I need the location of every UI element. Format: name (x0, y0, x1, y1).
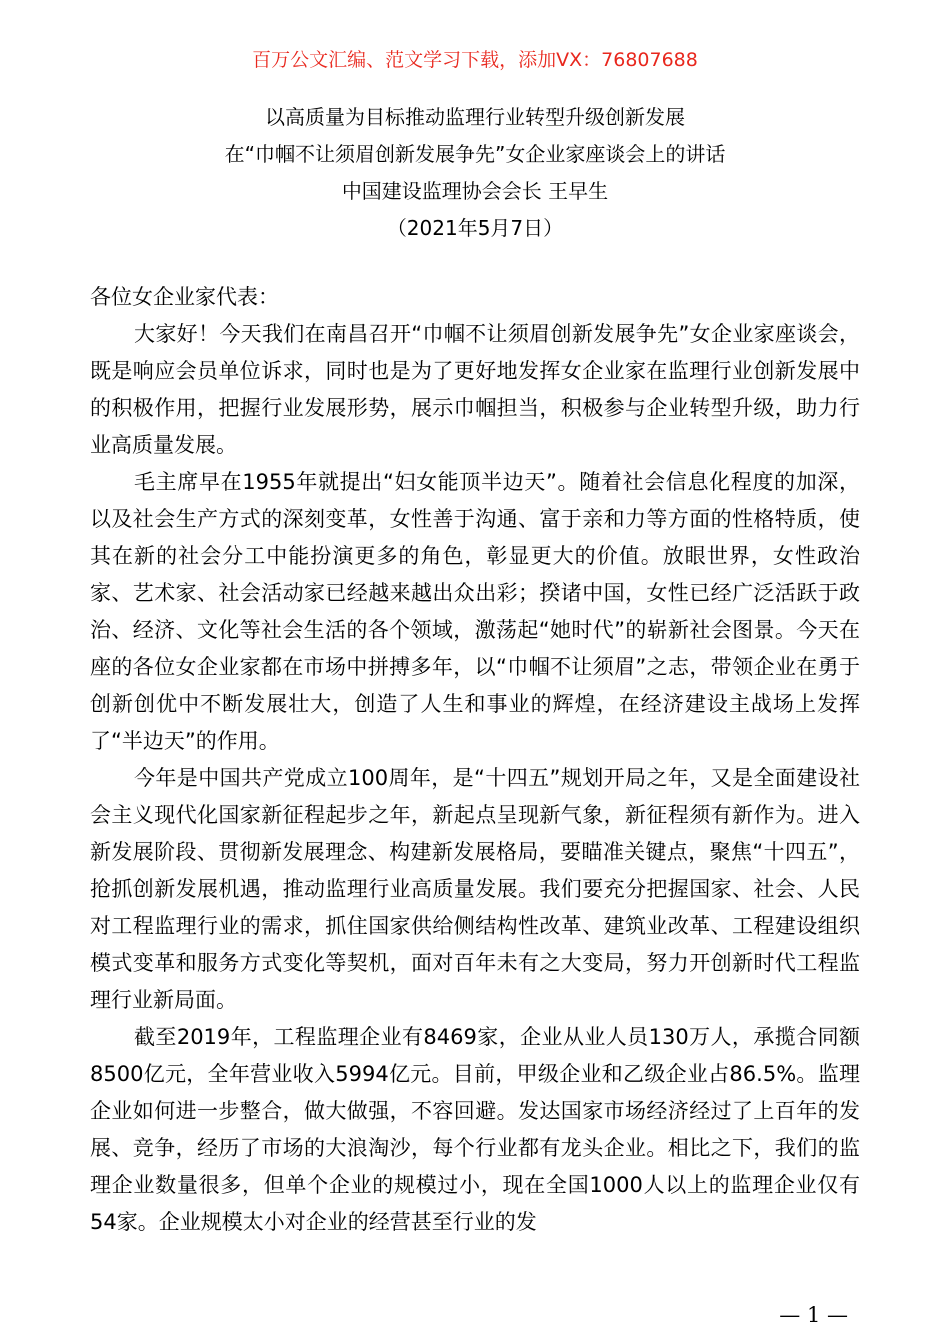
document-subtitle: 在“巾帼不让须眉创新发展争先”女企业家座谈会上的讲话 (224, 142, 726, 166)
paragraph-3: 今年是中国共产党成立100周年，是“十四五”规划开局之年，又是全面建设社会主义现代化国家新征程起步之年，新起点呈现新气象，新征程须有新作为。进入新发展阶段、贯彻新发展理念、构建新发展格局，要瞄准关键点，聚焦“十四五”，抢抓创新发展机遇，推动监理行业高质量发展。我们要充分把握国家、社会、人民对工程监理行业的需求，抓住国家供给侧结构性改革、建筑业改革、工程建设组织模式变革和服务方式变化等契机，面对百年未有之大变局，努力开创新时代工程监理行业新局面。 (90, 766, 860, 1012)
salutation: 各位女企业家代表： (90, 285, 279, 309)
document-date: （2021年5月7日） (386, 216, 564, 240)
watermark-text: 百万公文汇编、范文学习下载，添加VX：76807688 (252, 49, 698, 71)
document-title: 以高质量为目标推动监理行业转型升级创新发展 (265, 105, 685, 129)
speech-body (90, 316, 860, 1241)
page-number: — 1 — (779, 1303, 848, 1327)
speaker-line: 中国建设监理协会会长 王早生 (341, 179, 609, 203)
paragraph-1: 大家好！今天我们在南昌召开“巾帼不让须眉创新发展争先”女企业家座谈会，既是响应会员单位诉求，同时也是为了更好地发挥女企业家在监理行业创新发展中的积极作用，把握行业发展形势，展示巾帼担当，积极参与企业转型升级，助力行业高质量发展。 (90, 322, 860, 457)
paragraph-2: 毛主席早在1955年就提出“妇女能顶半边天”。随着社会信息化程度的加深，以及社会生产方式的深刻变革，女性善于沟通、富于亲和力等方面的性格特质，使其在新的社会分工中能扮演更多的角色，彰显更大的价值。放眼世界，女性政治家、艺术家、社会活动家已经越来越出众出彩；揆诸中国，女性已经广泛活跃于政治、经济、文化等社会生活的各个领域，激荡起“她时代”的崭新社会图景。今天在座的各位女企业家都在市场中拼搏多年，以“巾帼不让须眉”之志，带领企业在勇于创新创优中不断发展壮大，创造了人生和事业的辉煌，在经济建设主战场上发挥了“半边天”的作用。 (90, 470, 860, 753)
paragraph-4: 截至2019年，工程监理企业有8469家，企业从业人员130万人，承揽合同额8500亿元，全年营业收入5994亿元。目前，甲级企业和乙级企业占86.5%。监理企业如何进一步整合，做大做强，不容回避。发达国家市场经济经过了上百年的发展、竞争，经历了市场的大浪淘沙，每个行业都有龙头企业。相比之下，我们的监理企业数量很多，但单个企业的规模过小，现在全国1000人以上的监理企业仅有54家。企业规模太小对企业的经营甚至行业的发 (90, 1025, 860, 1234)
title-block (0, 99, 950, 247)
